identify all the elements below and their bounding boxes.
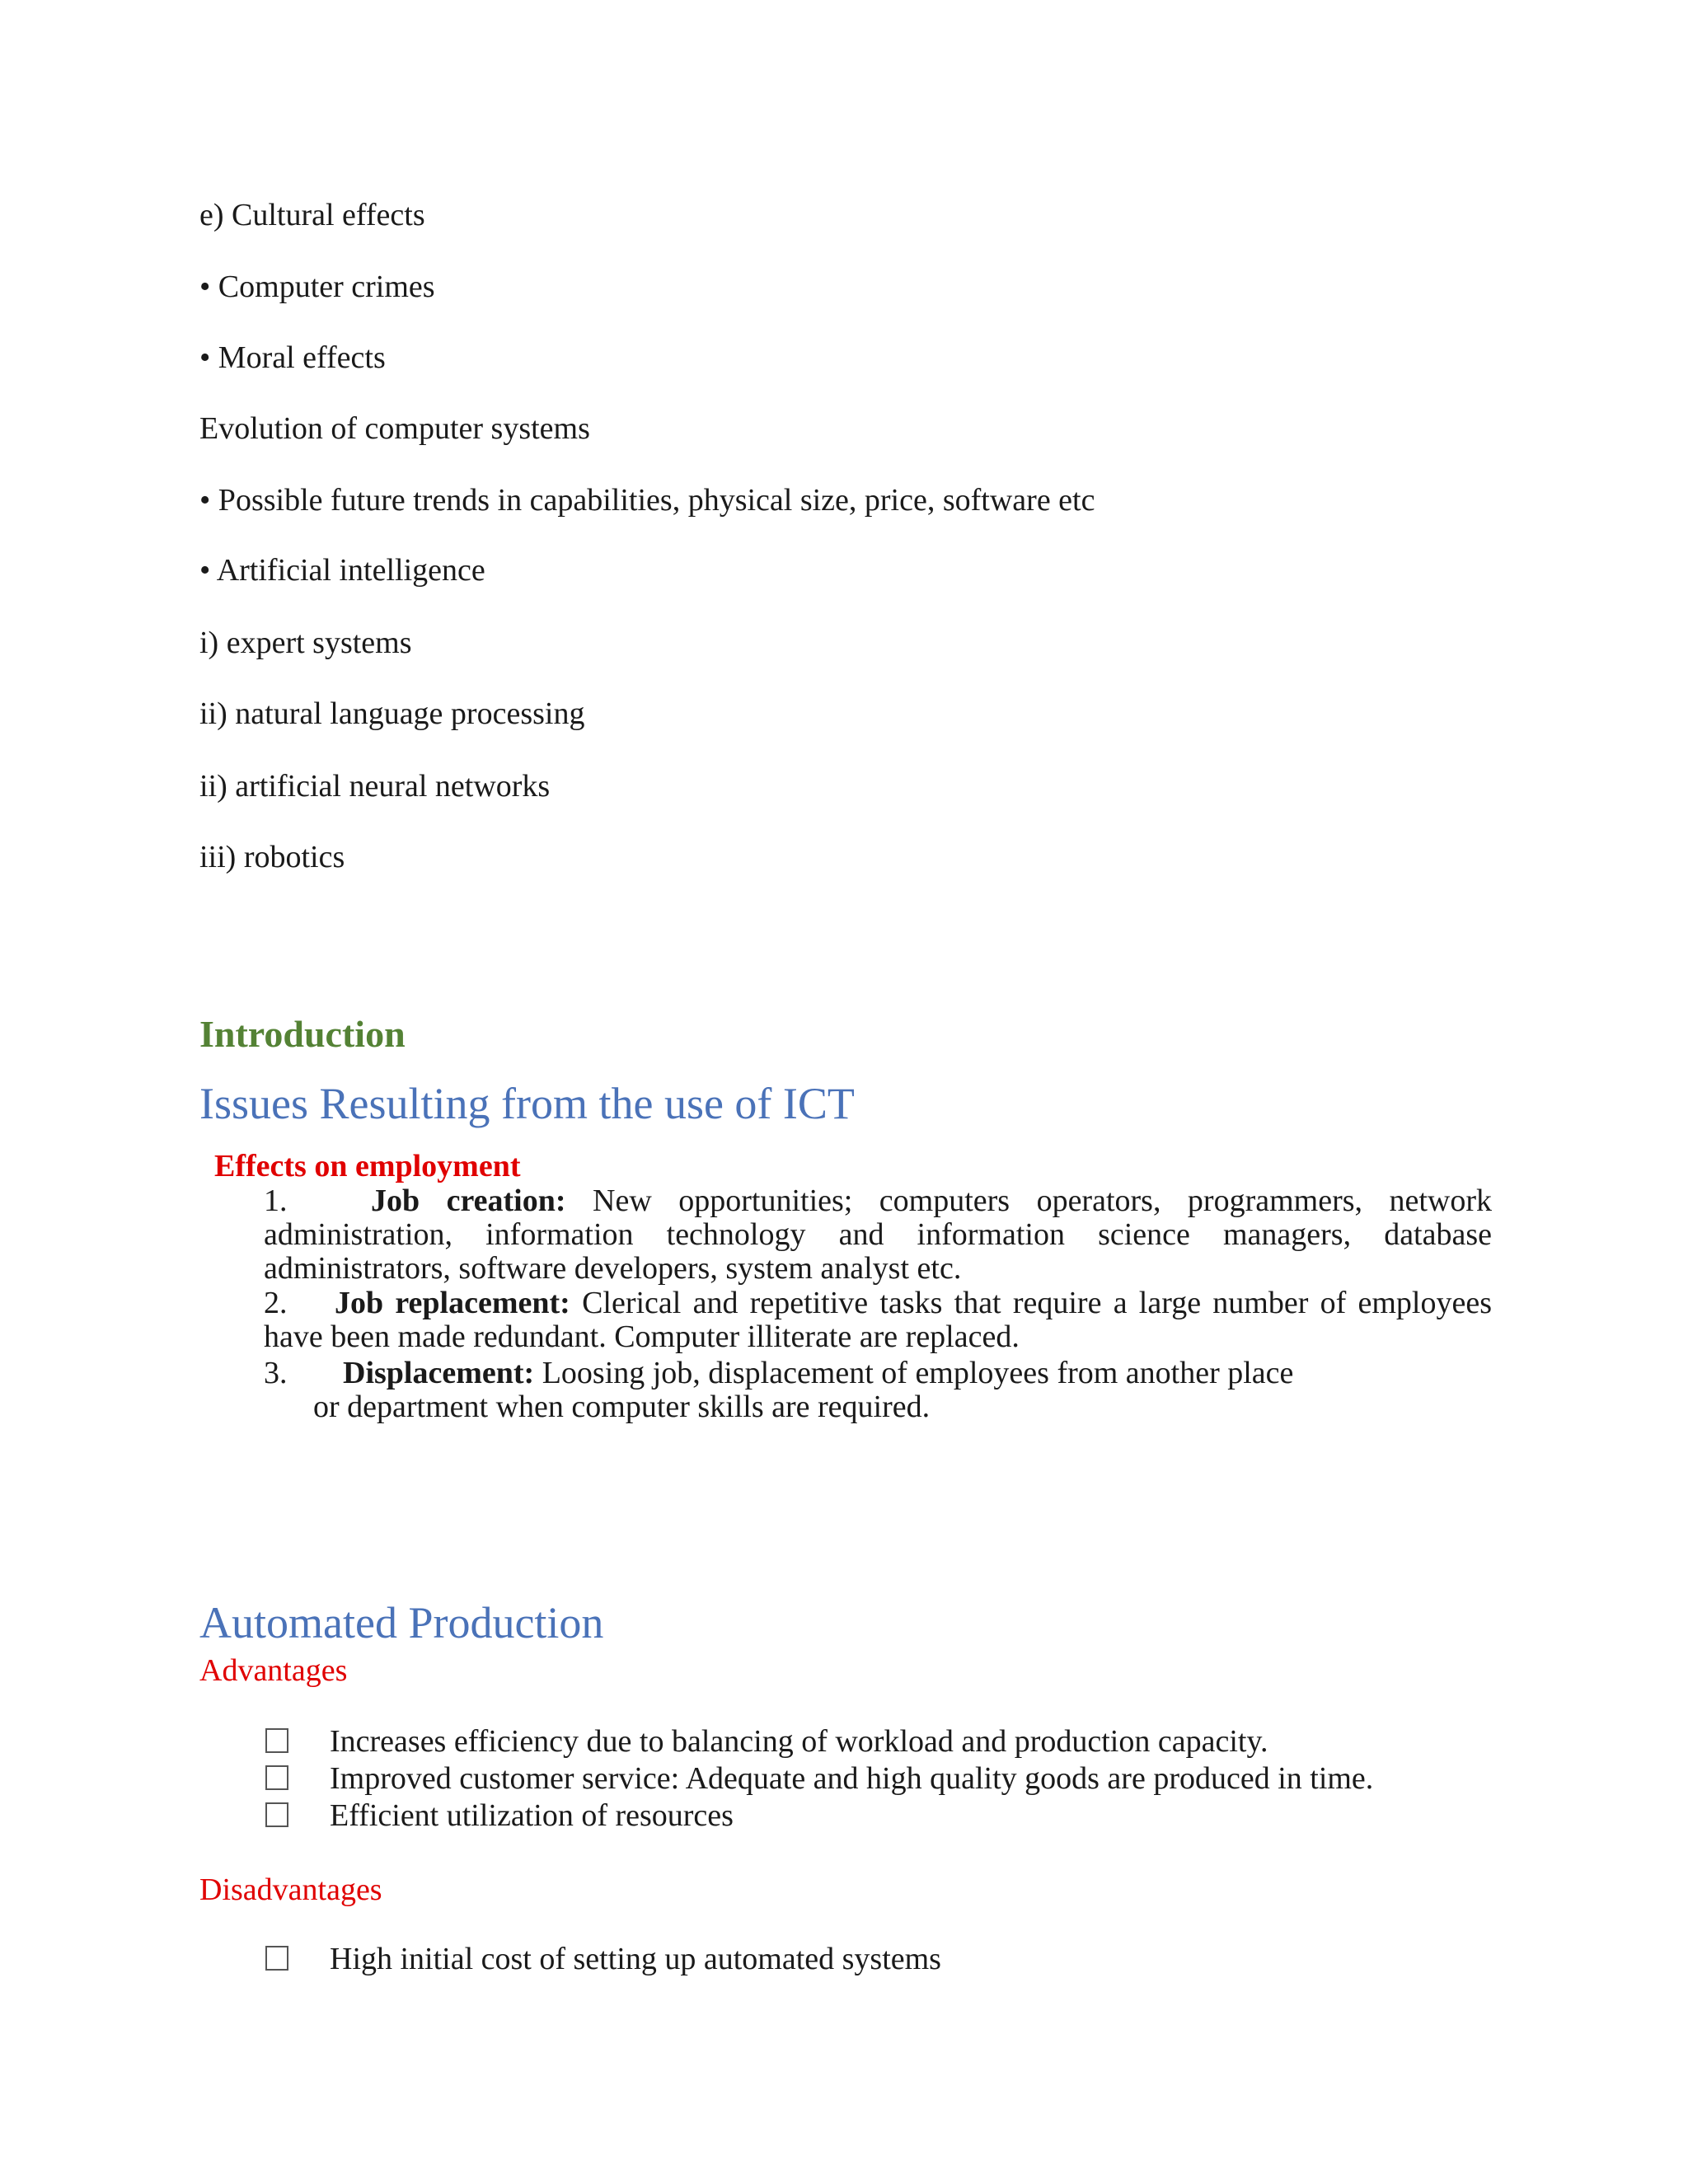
employment-heading: Effects on employment (214, 1149, 521, 1183)
item-number: 2. (264, 1286, 288, 1320)
item-text: Clerical and repetitive tasks that require a large number of employees have been made redundant. Computer illiterate are replaced. (264, 1286, 1493, 1354)
text-line: ii) artificial neural networks (199, 769, 551, 804)
checkbox-icon (265, 1728, 288, 1753)
advantage-item (265, 1724, 1268, 1760)
text-line: • Artificial intelligence (199, 553, 485, 588)
advantages-heading: Advantages (199, 1653, 348, 1688)
text-line: Evolution of computer systems (199, 411, 590, 446)
text-line: • Possible future trends in capabilities, physical size, price, software etc (199, 483, 1095, 518)
text-line: i) expert systems (199, 626, 412, 660)
issues-heading: Issues Resulting from the use of ICT (199, 1079, 855, 1128)
disadvantages-heading: Disadvantages (199, 1872, 382, 1907)
advantage-text: Efficient utilization of resources (330, 1798, 734, 1833)
disadvantage-item (265, 1942, 941, 1978)
item-text: New opportunities; computers operators, programmers, network administration, information technology and information science managers, database administrators, software developers, system analyst etc. (264, 1183, 1493, 1286)
checkbox-icon (265, 1765, 288, 1790)
item-term: Job creation: (371, 1183, 566, 1218)
introduction-heading: Introduction (199, 1013, 406, 1055)
text-line: ii) natural language processing (199, 696, 585, 731)
text-line: • Computer crimes (199, 269, 435, 304)
checkbox-icon (265, 1802, 288, 1827)
advantage-text: Improved customer service: Adequate and high quality goods are produced in time. (330, 1761, 1374, 1796)
item-continuation: or department when computer skills are required. (313, 1390, 931, 1424)
advantage-item (265, 1761, 1373, 1797)
advantage-text: Increases efficiency due to balancing of workload and production capacity. (330, 1724, 1268, 1759)
disadvantage-text: High initial cost of setting up automated systems (330, 1942, 941, 1976)
text-line: • Moral effects (199, 340, 386, 375)
list-item (264, 1357, 1492, 1424)
text-line: iii) robotics (199, 840, 345, 874)
item-text: Loosing job, displacement of employees from another place (542, 1356, 1294, 1390)
item-number: 3. (264, 1356, 288, 1390)
checkbox-icon (265, 1946, 288, 1971)
automated-production-heading: Automated Production (199, 1598, 604, 1647)
item-term: Job replacement: (335, 1286, 570, 1320)
item-term: Displacement: (343, 1356, 535, 1390)
item-number: 1. (264, 1183, 288, 1218)
advantage-item (265, 1798, 734, 1835)
list-item (264, 1184, 1492, 1286)
list-item (264, 1286, 1492, 1354)
employment-list (264, 1184, 1492, 1424)
text-line: e) Cultural effects (199, 198, 425, 232)
